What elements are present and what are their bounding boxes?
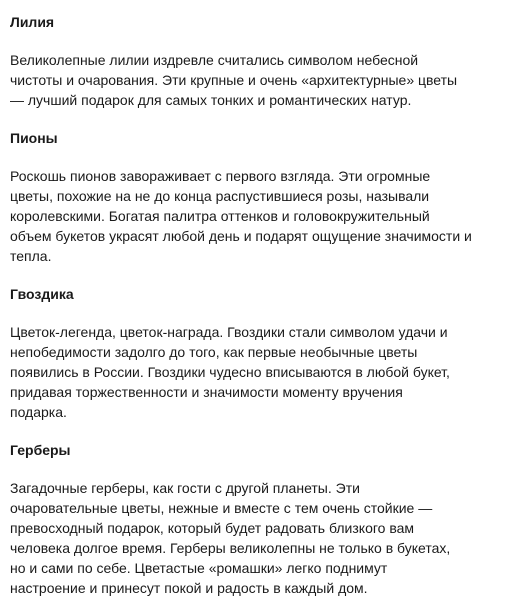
paragraph-line: человека долгое время. Герберы великолепны не только в букетах,	[10, 540, 451, 556]
paragraph-line: Роскошь пионов завораживает с первого взгляда. Эти огромные	[10, 168, 431, 184]
section-title: Пионы	[10, 130, 58, 146]
section-paragraph	[10, 50, 502, 110]
section-carnation	[10, 284, 502, 422]
paragraph-line: объем букетов украсят любой день и подарят ощущение значимости и	[10, 228, 472, 244]
paragraph-line: подарка.	[10, 404, 67, 420]
paragraph-line: превосходный подарок, который будет радовать близкого вам	[10, 520, 415, 536]
section-gerberas	[10, 440, 502, 598]
paragraph-line: настроение и принесут покой и радость в каждый дом.	[10, 580, 368, 596]
paragraph-line: появились в России. Гвоздики чудесно вписываются в любой букет,	[10, 364, 450, 380]
paragraph-line: — лучший подарок для самых тонких и романтических натур.	[10, 92, 412, 108]
paragraph-line: чистоты и очарования. Эти крупные и очень «архитектурные» цветы	[10, 72, 458, 88]
paragraph-line: Цветок-легенда, цветок-награда. Гвоздики стали символом удачи и	[10, 324, 448, 340]
paragraph-line: цветы, похожие на не до конца распустившиеся розы, называли	[10, 188, 430, 204]
paragraph-line: Загадочные герберы, как гости с другой планеты. Эти	[10, 480, 360, 496]
paragraph-line: Великолепные лилии издревле считались символом небесной	[10, 52, 419, 68]
section-lily	[10, 12, 502, 110]
section-title: Гвоздика	[10, 286, 74, 302]
section-paragraph	[10, 322, 502, 422]
paragraph-line: придавая торжественности и значимости моменту вручения	[10, 384, 403, 400]
paragraph-line: тепла.	[10, 248, 52, 264]
paragraph-line: очаровательные цветы, нежные и вместе с тем очень стойкие —	[10, 500, 433, 516]
section-paragraph	[10, 166, 502, 266]
document-page	[10, 12, 502, 616]
section-title: Герберы	[10, 442, 71, 458]
paragraph-line: непобедимости задолго до того, как первые необычные цветы	[10, 344, 418, 360]
section-title: Лилия	[10, 14, 55, 30]
section-paragraph	[10, 478, 502, 598]
paragraph-line: королевскими. Богатая палитра оттенков и головокружительный	[10, 208, 430, 224]
section-peonies	[10, 128, 502, 266]
paragraph-line: но и сами по себе. Цветастые «ромашки» легко поднимут	[10, 560, 388, 576]
